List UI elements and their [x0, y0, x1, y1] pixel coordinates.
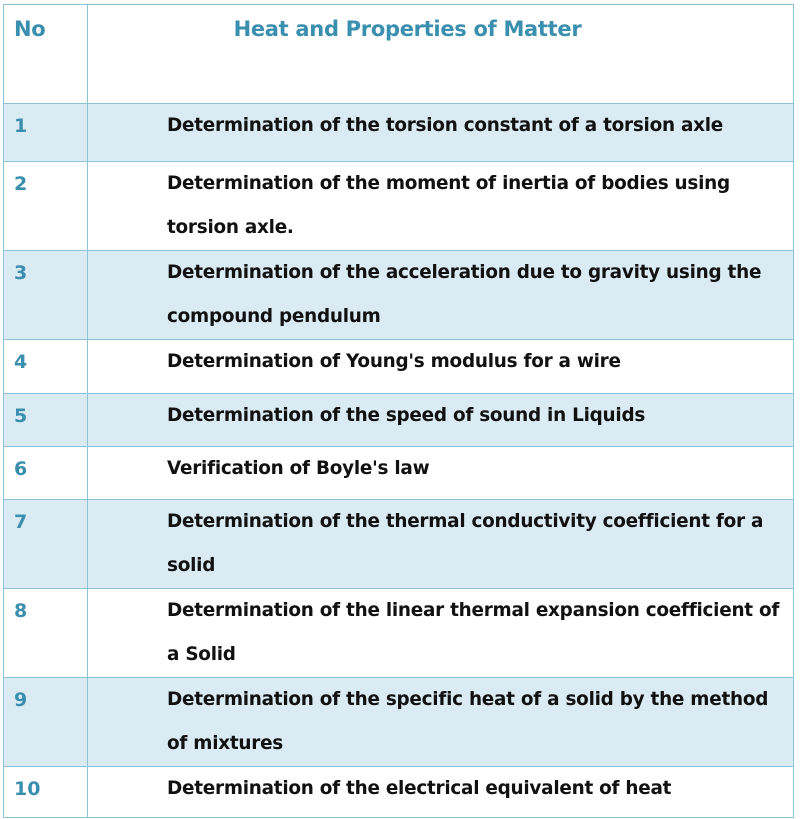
- table-row: [4, 589, 794, 678]
- header-title-cell: [88, 5, 794, 104]
- row-number: 4: [14, 351, 28, 373]
- table-row: [4, 251, 794, 340]
- row-description: Determination of the linear thermal expansion coefficient of a Solid: [167, 600, 780, 665]
- row-number: 8: [14, 600, 28, 622]
- table-row: [4, 500, 794, 589]
- row-number: 2: [14, 173, 28, 195]
- table-row: [4, 394, 794, 447]
- row-number: 5: [14, 405, 28, 427]
- row-number: 10: [14, 778, 41, 800]
- experiments-table: [3, 4, 794, 818]
- row-description: Determination of the thermal conductivity coefficient for a solid: [167, 511, 764, 576]
- row-description: Determination of the acceleration due to gravity using the compound pendulum: [167, 262, 762, 327]
- experiments-table-container: [3, 4, 793, 818]
- table-row: [4, 162, 794, 251]
- row-description: Determination of the electrical equivalent of heat: [167, 778, 672, 799]
- table-row: [4, 104, 794, 162]
- table-row: [4, 447, 794, 500]
- row-description: Determination of the specific heat of a solid by the method of mixtures: [167, 689, 769, 754]
- row-number: 9: [14, 689, 28, 711]
- row-description: Determination of the torsion constant of a torsion axle: [167, 115, 724, 136]
- row-description: Determination of the speed of sound in Liquids: [167, 405, 646, 426]
- row-number: 3: [14, 262, 28, 284]
- header-no-cell: [4, 5, 88, 104]
- row-number: 7: [14, 511, 28, 533]
- row-number: 6: [14, 458, 28, 480]
- row-description: Determination of Young's modulus for a wire: [167, 351, 621, 372]
- header-no-label: No: [14, 17, 46, 41]
- row-description: Determination of the moment of inertia of bodies using torsion axle.: [167, 173, 730, 238]
- table-header-row: [4, 5, 794, 104]
- table-row: [4, 340, 794, 394]
- table-row: [4, 767, 794, 818]
- row-number: 1: [14, 115, 28, 137]
- row-description: Verification of Boyle's law: [167, 458, 430, 479]
- header-title: Heat and Properties of Matter: [233, 17, 582, 41]
- table-row: [4, 678, 794, 767]
